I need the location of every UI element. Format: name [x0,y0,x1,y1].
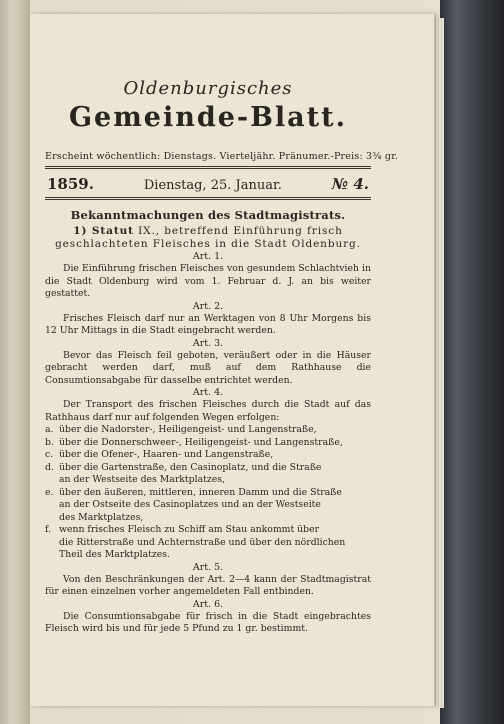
statute-title-part1: IX., betreffend Einführung frisch [138,225,343,237]
masthead-title: Gemeinde-Blatt. [68,102,348,133]
book-cover-edge [440,0,504,724]
page-content [45,70,399,636]
list-marker: f. [45,524,52,535]
statute-title-part2: geschlachteten Fleisches in die Stadt Oldenburg. [55,238,361,250]
list-line: über den äußeren, mittleren, inneren Damm und die Straße [59,486,342,498]
section-title: Bekanntmachungen des Stadtmagistrats. [70,208,346,222]
dateline [45,175,371,193]
list-item [45,487,371,525]
list-line: wenn frisches Fleisch zu Schiff am Stau ankommt über [59,524,320,535]
issue-year: 1859. [47,175,94,193]
list-text [59,462,371,487]
article-text: Der Transport des frischen Fleisches durch die Stadt auf das Rathhaus darf nur auf folgenden Wegen erfolgen: [45,399,371,423]
list-item [45,449,371,462]
list-line: des Marktplatzes, [59,511,144,523]
list-marker: e. [45,486,54,498]
list-item [45,462,371,487]
divider [45,197,371,200]
article-label: Art. 1. [192,251,224,262]
list-marker: b. [45,436,54,448]
article-label: Art. 2. [192,300,224,312]
article-label: Art. 4. [192,387,224,398]
statute-heading [45,225,371,251]
list-text [59,524,371,562]
list-marker: a. [45,424,54,435]
article-text: Von den Beschränkungen der Art. 2—4 kann der Stadtmagistrat für einen einzelnen vorher angemeldeten Fall entbinden. [45,573,371,597]
issue-date: Dienstag, 25. Januar. [143,178,282,193]
route-list [45,424,371,562]
article-label: Art. 5. [192,561,224,573]
list-text [59,487,371,525]
list-item [45,437,371,450]
list-line: an der Westseite des Marktplatzes, [59,474,225,485]
list-item [45,524,371,562]
list-line: die Ritterstraße und Achternstraße und über den nördlichen [59,536,346,548]
list-item [45,424,371,437]
list-text: über die Ofener-, Haaren- und Langenstraße, [59,449,274,460]
article-text: Die Consumtionsabgabe für frisch in die Stadt eingebrachtes Fleisch wird bis und für jede 5 Pfund zu 1 gr. bestimmt. [45,610,371,634]
article-text: Frisches Fleisch darf nur an Werktagen von 8 Uhr Morgens bis 12 Uhr Mittags in die Stadt eingebracht werden. [45,312,371,336]
list-text: über die Donnerschweer-, Heiligengeist- und Langenstraße, [59,436,343,448]
list-marker: c. [45,449,54,460]
article-text: Die Einführung frischen Fleisches von gesundem Schlachtvieh in die Stadt Oldenburg wird vom 1. Februar d. J. an bis weiter gestattet. [45,263,371,299]
list-line: an der Ostseite des Casinoplatzes und an der Westseite [59,499,321,510]
divider [45,166,371,169]
article-label: Art. 6. [192,598,224,610]
list-line: Theil des Marktplatzes. [59,549,170,560]
list-line: über die Gartenstraße, den Casinoplatz, und die Straße [59,461,322,473]
article-text: Bevor das Fleisch feil geboten, veräußert oder in die Häuser gebracht werden darf, muß auf dem Rathhause die Consumtionsabgabe für dasselbe entrichtet werden. [45,349,371,386]
left-binding [0,0,30,724]
statute-number: 1) Statut [73,225,134,237]
list-marker: d. [45,461,54,473]
article-label: Art. 3. [192,337,224,349]
publication-info: Erscheint wöchentlich: Dienstags. Vierteljähr. Pränumer.-Preis: 3¾ gr. [45,151,399,162]
masthead-line1: Oldenburgisches [123,78,293,99]
issue-number: № 4. [331,175,369,193]
list-text: über die Nadorster-, Heiligengeist- und Langenstraße, [59,424,317,435]
